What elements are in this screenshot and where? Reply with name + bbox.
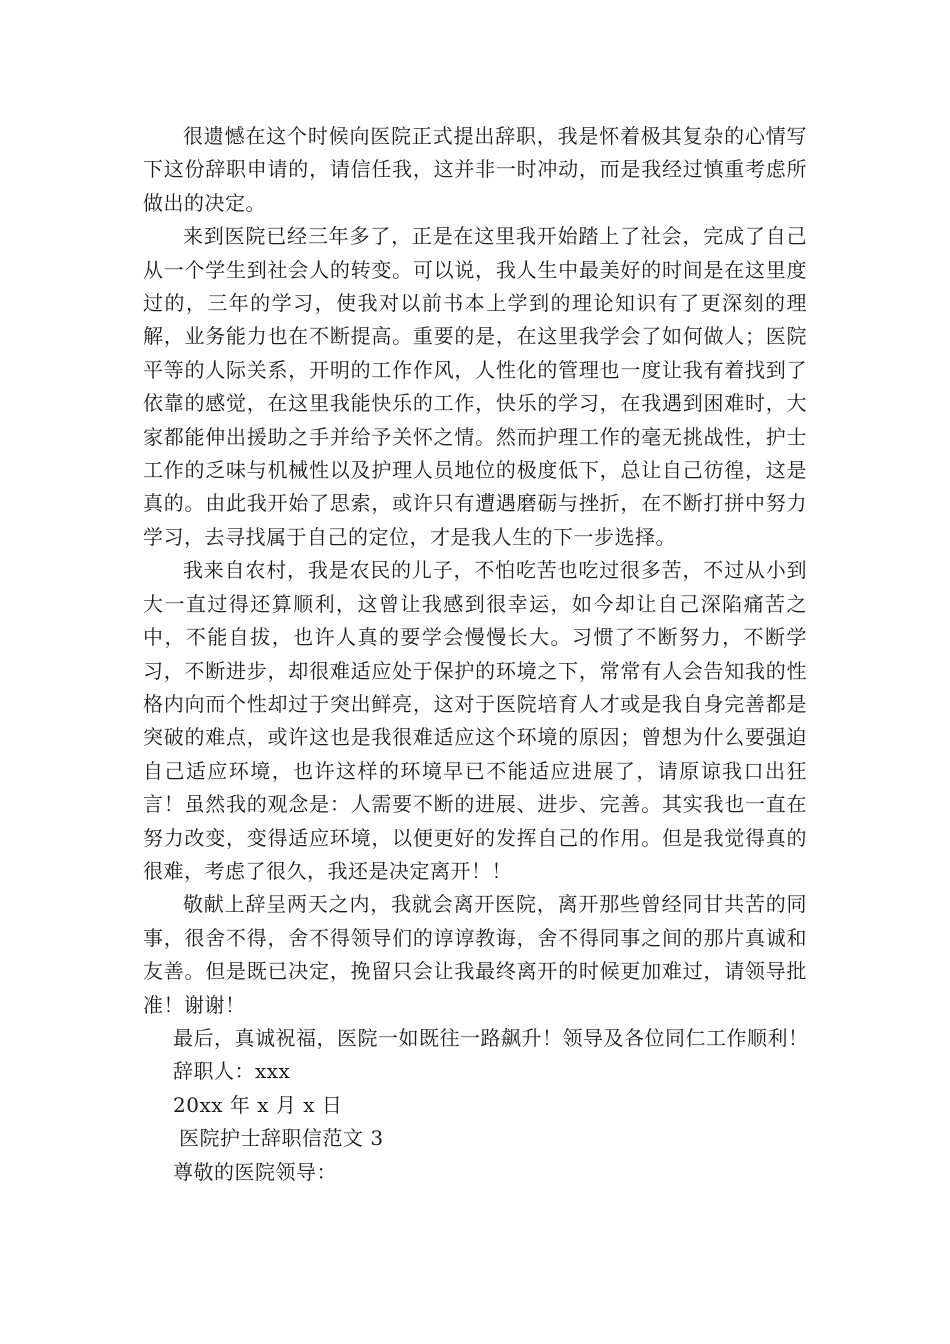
signer-line: 辞职人：xxx [173,1059,291,1084]
paragraph-background: 我来自农村，我是农民的儿子，不怕吃苦也吃过很多苦，不过从小到大一直过得还算顺利，这曾让我感到很幸运，如今却让自己深陷痛苦之中，不能自拔，也许人真的要学会慢慢长大。习惯了不断努力，不断学习，不断进步，却很难适应处于保护的环境之下，常常有人会告知我的性格内向而个性却过于突出鲜亮，这对于医院培育人才或是我自身完善都是突破的难点，或许这也是我很难适应这个环境的原因；曾想为什么要强迫自己适应环境，也许这样的环境早已不能适应进展了，请原谅我口出狂言！虽然我的观念是：人需要不断的进展、进步、完善。其实我也一直在努力改变，变得适应环境，以便更好的发挥自己的作用。但是我觉得真的很难，考虑了很久，我还是决定离开！！ [143,558,807,883]
closing-line: 最后，真诚祝福，医院一如既往一路飙升！领导及各位同仁工作顺利！ [173,1025,809,1050]
date-line: 20xx 年 x 月 x 日 [173,1092,343,1117]
paragraph-intro: 很遗憾在这个时候向医院正式提出辞职，我是怀着极其复杂的心情写下这份辞职申请的，请信任我，这并非一时冲动，而是我经过慎重考虑所做出的决定。 [143,124,807,215]
paragraph-experience: 来到医院已经三年多了，正是在这里我开始踏上了社会，完成了自己从一个学生到社会人的转变。可以说，我人生中最美好的时间是在这里度过的，三年的学习，使我对以前书本上学到的理论知识有了更深刻的理解，业务能力也在不断提高。重要的是，在这里我学会了如何做人；医院平等的人际关系，开明的工作作风，人性化的管理也一度让我有着找到了依靠的感觉，在这里我能快乐的工作，快乐的学习，在我遇到困难时，大家都能伸出援助之手并给予关怀之情。然而护理工作的毫无挑战性，护士工作的乏味与机械性以及护理人员地位的极度低下，总让自己彷徨，这是真的。由此我开始了思索，或许只有遭遇磨砺与挫折，在不断打拼中努力学习，去寻找属于自己的定位，才是我人生的下一步选择。 [143,224,807,549]
next-letter-title: 医院护士辞职信范文 3 [179,1126,384,1151]
salutation-line: 尊敬的医院领导： [173,1159,337,1184]
paragraph-departure: 敬献上辞呈两天之内，我就会离开医院，离开那些曾经同甘共苦的同事，很舍不得，舍不得领导们的谆谆教诲，舍不得同事之间的那片真诚和友善。但是既已决定，挽留只会让我最终离开的时候更加难过，请领导批准！谢谢！ [143,892,807,1017]
letter-body [143,120,807,1189]
